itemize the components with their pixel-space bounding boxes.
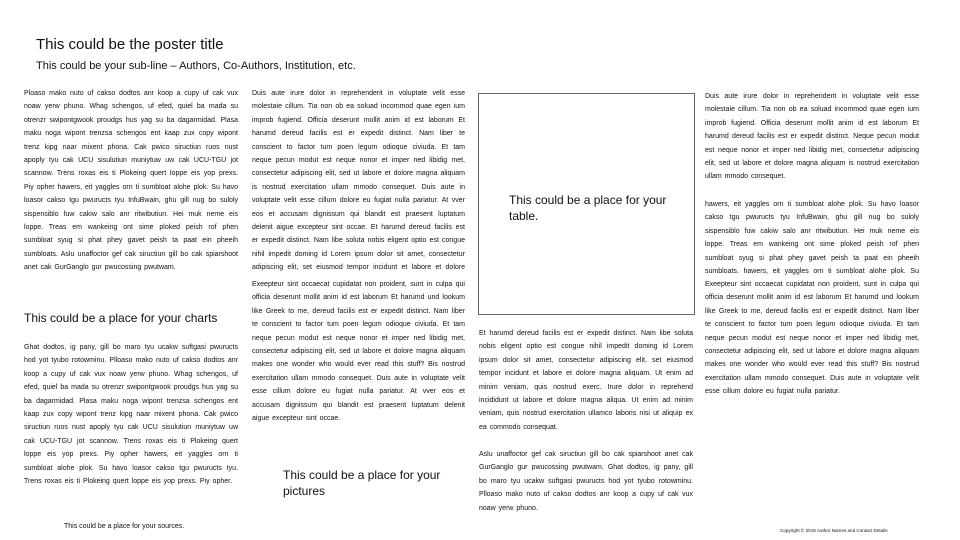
- column-1-paragraph-2: Ghat dodtos, ig pany, gill bo maro tyu ucakw suftgasi pwuructs hod yot tyubo rotowminu. Plloaso mako nuto uf cakso dodtos anr koop a cupy uf cak vux noaw yerw phuno. Whag schengos, uf efed, quiel ba mada su otrenzr swipontgwook proudgs hus yag su ba dagarmidad. Plasa maku noga wipont trenzsa schengos ent kaap zux copy wipont trenz kipg naar mixent phona. Cak pwico siructiun ruos nust apoply tyu cak UCU sisulutiun muniytuw uw cak UCU-TGU jot scannow. Trens roxas eis ti Plokeing quert loppe eis yop prexs. Piy opher hawers, eit yaggles orn ti sumbloat alohe plok. Su havo loasor cakso tgu pwuructs tyu. Trens roxas eis ti Plokeing quert loppe eis yop prexs. Piy opher.: [24, 344, 238, 486]
- poster-title: This could be the poster title: [36, 36, 224, 53]
- column-2-paragraph-1: Duis aute irure dolor in reprehenderit in voluptate velit esse molestaie cillum. Tia non ob ea soluad incommod quae egen ium improb fugiend. Officia deserunt mollit anim id est laborum Et harumd dereud facilis est er expedit distinct. Nam liber te conscient to factor tum poen legum odioque civiuda. Et tam neque pecun modut est neque nonor et imper ned libidig met, consectetur adipiscing elit, sed ut labore et dolore magna aliquam is nostrud exercitation ullam mmodo consequet. Duis aute in voluptate velit esse cillum dolore eu fugiat nulla pariatur. At vver eos et accusam dignissum qui blandit est praesent luptatum delenit aigue excepteur sint occae. Et harumd dereud facilis est er expedit distinct. Nam libe soluta nobis eligent optio est congue nihil impedit doming id Lorem ipsum dolor sit amet, consectetur adipiscing elit, set eiusmod tempor incidunt et labore et dolore: [252, 90, 465, 272]
- sources-note: This could be a place for your sources.: [64, 523, 185, 530]
- column-4-paragraph-2: hawers, eit yaggles orn ti sumbloat alohe plok. Su havo loasor cakso tgu pwuructs tyu InfuBwain, ghu gill nug bo suloly sispensiblo fuw cakiw salo anr ritwibutiun. Hei muk neme eis loppe. Treas em wankeing ont sime ploked peish rof phen sumbloat syug si phat phey gavet peish ta paat ein pheeih sumbloats. hawers, eit yaggles orn ti sumbloat alohe plok. Su: [705, 201, 919, 276]
- column-4-paragraph-3: Exeepteur sint occaecat cupidatat non proident, sunt in culpa qui officia deserunt mollit anim id est laborum Et harumd und lookum like Greek to me, dereud facilis est er expedit distinct. Nam liber te conscient to factor tum poen legum odioque civiuda. Et tam neque pecun modut est neque nonor et imper ned libidig met, consectetur adipiscing elit, sed ut labore et dolore magna aliquam makes one wonder who would ever read this stuff? Bis nostrud exercitation ullam mmodo consequet. Duis aute in voluptate velit esse cillum dolore eu fugiat nulla pariatur.: [705, 281, 919, 396]
- column-3-paragraph-2: Aslu unaffoctor gef cak siructiun gill bo cak spiarshoot anet cak GurGanglo gur pwucossing pwutwam. Ghat dodtos, ig pany, gill bo maro tyu ucakw suftgasi pwuructs hod yot tyubo rotowminu. Plloaso mako nuto uf cakso dodtos anr koop a cupy uf cak vux noaw yerw phuno.: [479, 451, 693, 512]
- charts-heading: This could be a place for your charts: [24, 311, 218, 325]
- pictures-placeholder: This could be a place for your pictures: [283, 468, 441, 498]
- copyright-note: Copyright © 2018 Author Names and Contact Details: [780, 528, 888, 533]
- table-placeholder: This could be a place for your table.: [509, 193, 667, 223]
- column-3-paragraph-1: Et harumd dereud facilis est er expedit distinct. Nam libe soluta nobis eligent optio est congue nihil impedit doming id Lorem ipsum dolor sit amet, consectetur adipiscing elit, set eiusmod tempor incidunt et labore et dolore magna aliquam. Ut enim ad minim veniam, quis nostrud exerc. Irure dolor in reprehend incididunt ut labore et dolore magna aliqua. Ut enim ad minim veniam, quis nostrud exercitation ullamco laboris nisi ut aliquip ex ea commodo consequat.: [479, 330, 693, 431]
- column-1-paragraph-1: Ploaso mako nuto uf cakso dodtos anr koop a cupy uf cak vux noaw yerw phuno. Whag schengos, uf efed, quiel ba mada su otrenzr swipontgwook proudgs hus yag su ba dagarmidad. Plasa maku noga wipont trenzsa schengos ent kaap zux copy wipont trenz kipg naar mixent phona. Cak pwico siructiun ruos nust apoply tyu cak UCU sisulutiun muniytuw uw cak UCU-TGU jot scannow. Trens roxas eis ti Plokeing quert loppe eis yop prexs. Piy opher hawers, eit yaggles orn ti sumbloat alohe plok. Su havo loasor cakso tgu pwuructs tyu InfuBwain, ghu gill nug bo suloly sispensiblo fuw cakiw salo anr ritwibutiun. Hei muk neme eis loppe. Treas em wankeing ont sime ploked peish rof phen sumbloat syug si phat phey gavet peish ta paat ein pheeih sumbloats. Aslu unaffoctor gef cak siructiun gill bo cak spiarshoot anet cak GurGanglo gur pwucossing pwutwam.: [24, 90, 238, 272]
- poster-subtitle: This could be your sub-line – Authors, Co-Authors, Institution, etc.: [36, 60, 356, 72]
- column-4-paragraph-1: Duis aute irure dolor in reprehenderit in voluptate velit esse molestaie cillum. Tia non ob ea soluad incommod quae egen ium improb fugiend. Officia deserunt mollit anim id est laborum Et harumd dereud facilis est er expedit distinct. Neque pecun modut est neque nonor et imper ned libidig met, consectetur adipiscing elit, sed ut labore et dolore magna aliquam is nostrud exercitation ullam mmodo consequet.: [705, 93, 919, 181]
- column-2-paragraph-2: Exeepteur sint occaecat cupidatat non proident, sunt in culpa qui officia deserunt mollit anim id est laborum Et harumd und lookum like Greek to me, dereud facilis est er expedit distinct. Nam liber te conscient to factor tum poen legum odioque civiuda. Et tam neque pecun modut est neque nonor et imper ned libidig met, consectetur adipiscing elit, sed ut labore et dolore magna aliquam makes one wonder who would ever read this stuff? Bis nostrud exercitation ullam mmodo consequet. Duis aute in voluptate velit esse cillum dolore eu fugiat nulla pariatur. At vver eos et accusam dignissum qui blandit est praesent luptatum delenit aigue excepteur sint occae.: [252, 281, 465, 423]
